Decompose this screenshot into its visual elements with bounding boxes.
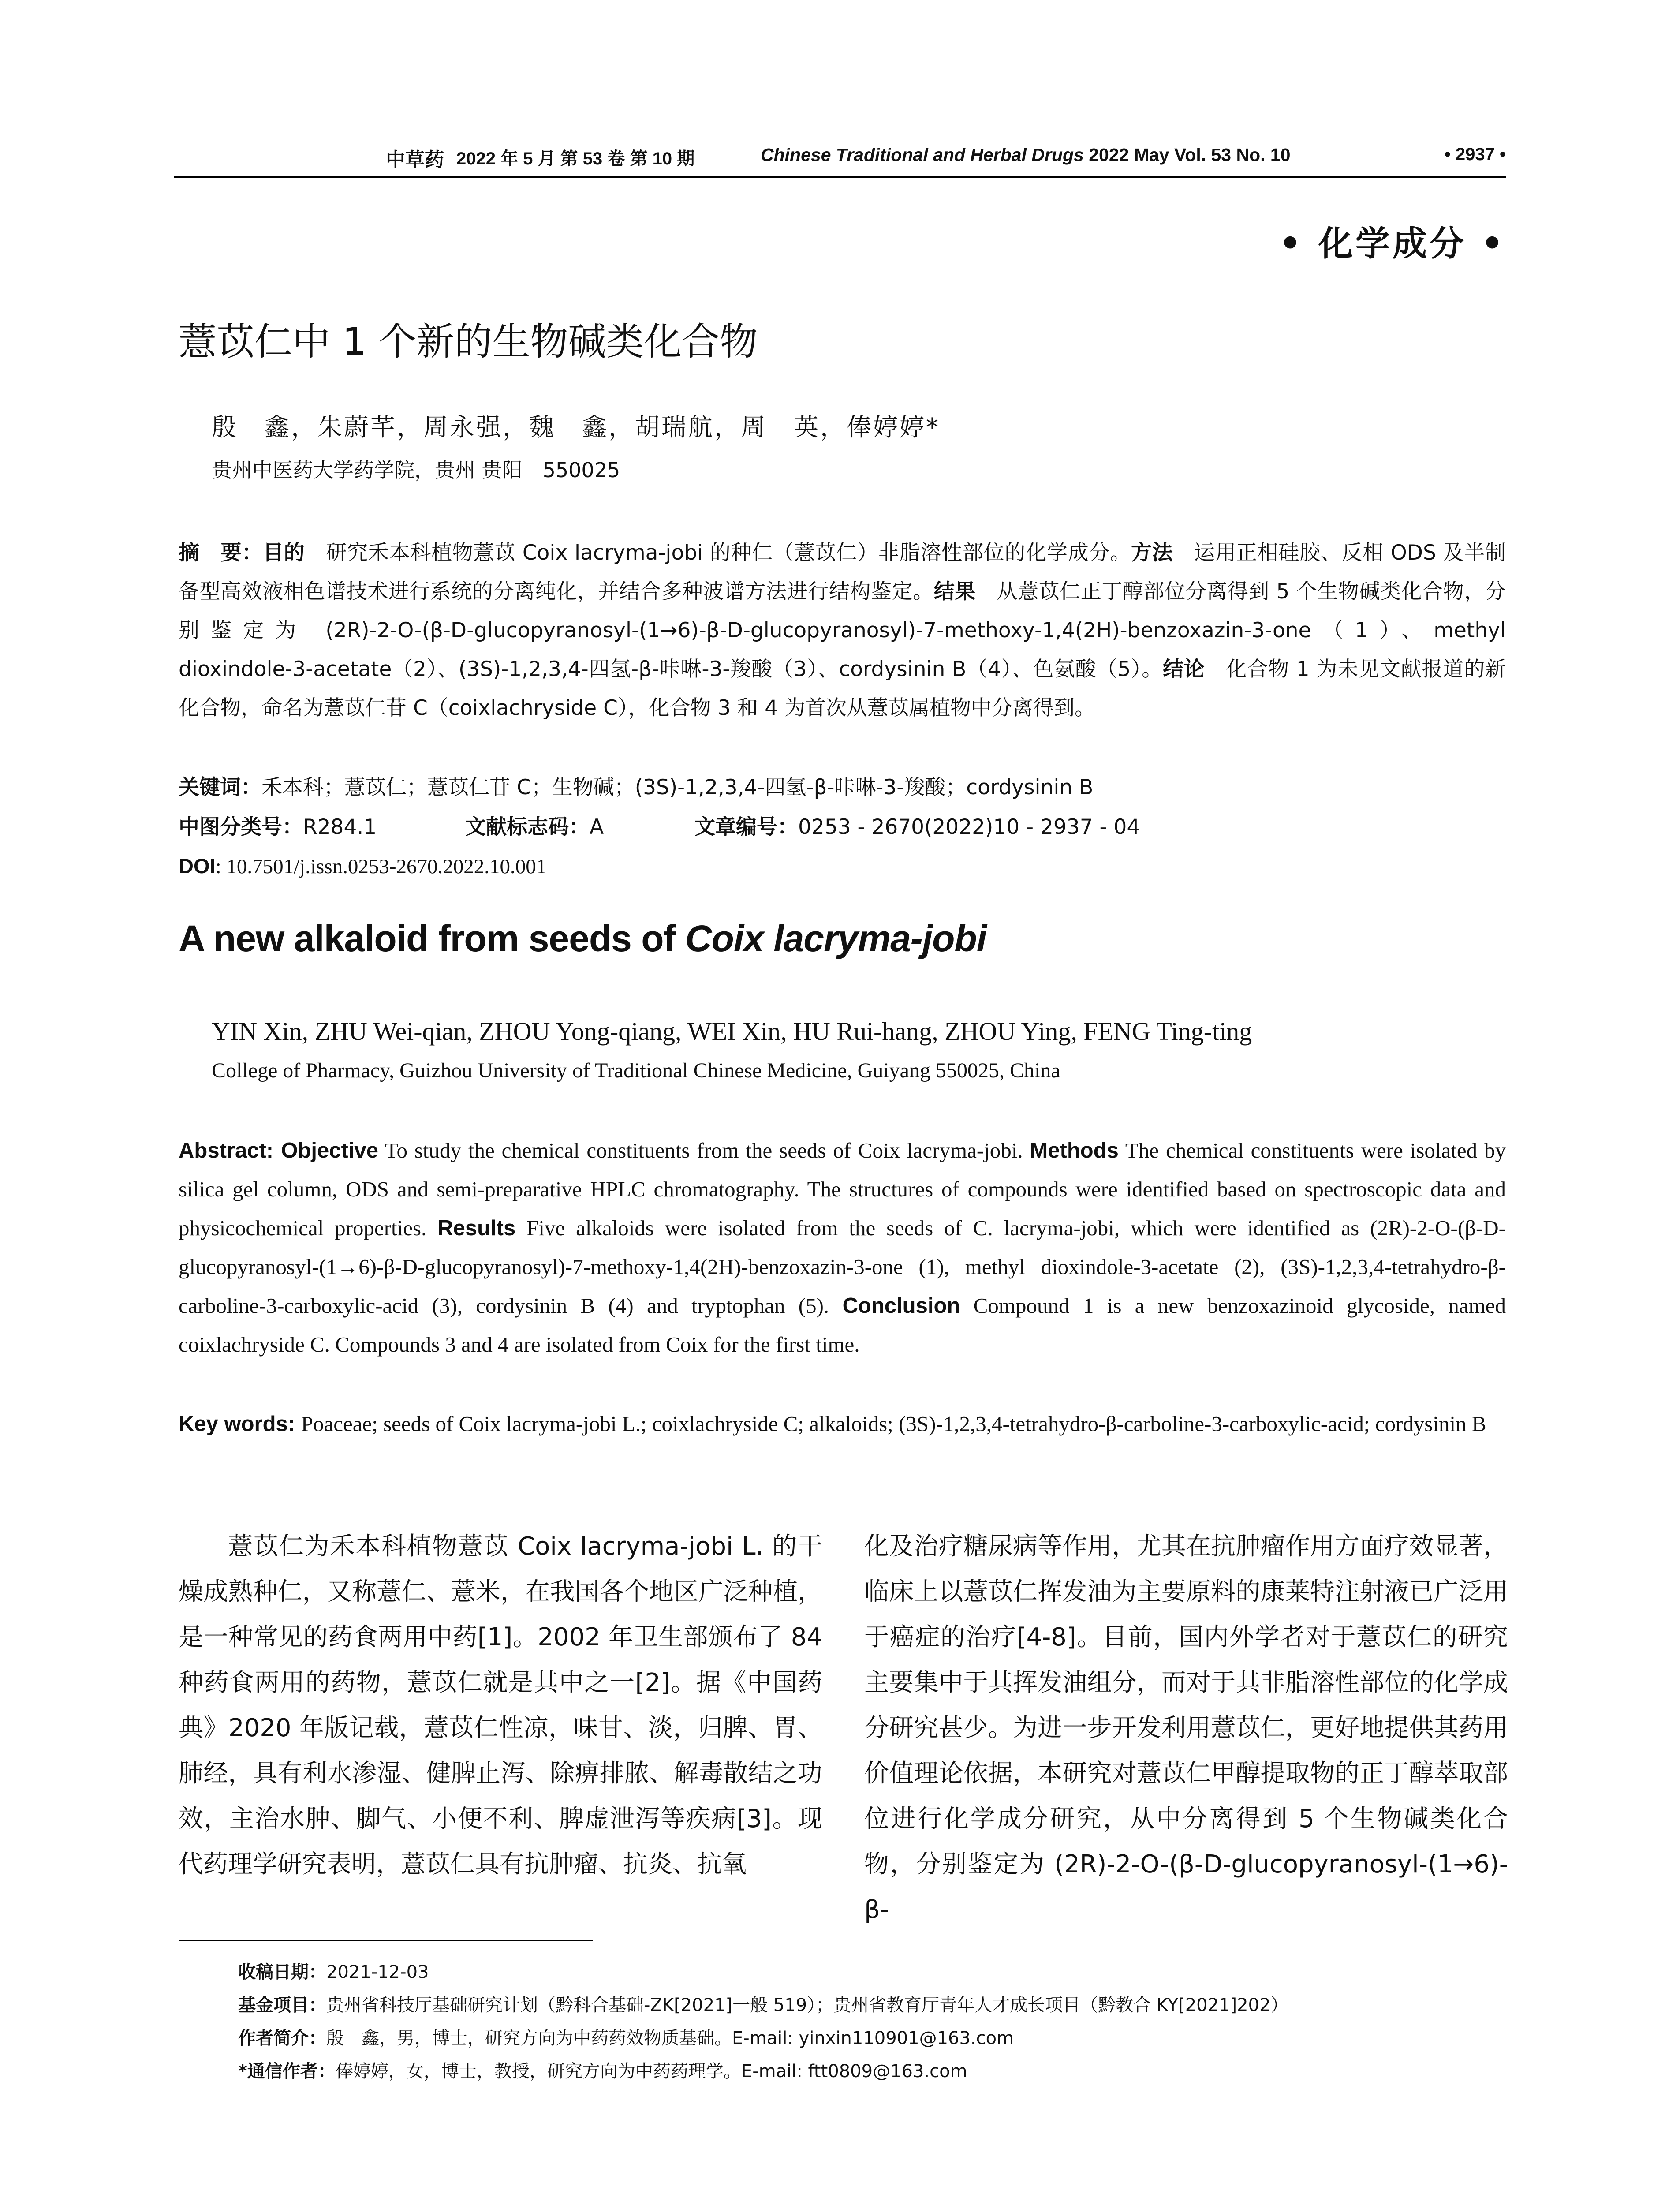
article-no-label: 文章编号： <box>694 815 798 839</box>
footnote-rule <box>179 1940 593 1941</box>
keywords-en-label: Key words: <box>179 1412 301 1436</box>
footnote-author <box>238 2024 1014 2049</box>
keywords-en <box>179 1405 1506 1443</box>
classification-line <box>179 808 1506 847</box>
abstract-en-label: Abstract: <box>179 1139 281 1162</box>
objective-label-en: Objective <box>281 1139 378 1162</box>
footnote-received <box>238 1958 429 1983</box>
methods-label-en: Methods <box>1030 1139 1119 1162</box>
doc-code-label: 文献标志码： <box>465 815 590 839</box>
section-label: • 化学成分 • <box>1279 224 1506 264</box>
article-no-value: 0253 - 2670(2022)10 - 2937 - 04 <box>798 815 1140 839</box>
body-column-right: 化及治疗糖尿病等作用，尤其在抗肿瘤作用方面疗效显著，临床上以薏苡仁挥发油为主要原料的康莱特注射液已广泛用于癌症的治疗[4-8]。目前，国内外学者对于薏苡仁的研究主要集中于其挥发油组分，而对于其非脂溶性部位的化学成分研究甚少。为进一步开发利用薏苡仁，更好地提供其药用价值理论依据，本研究对薏苡仁甲醇提取物的正丁醇萃取部位进行化学成分研究，从中分离得到 5 个生物碱类化合物，分别鉴定为 (2R)-2-O-(β-D-glucopyranosyl-(1→6)-β- <box>864 1532 1508 1924</box>
results-text-cn: 从薏苡仁正丁醇部位分离得到 5 个生物碱类化合物，分别鉴定为 (2R)-2-O-(β-D-glucopyranosyl-(1→6)-β-D-glucopyranosyl)-7-methoxy-1,4(2H)-benzoxazin-3-one（1）、methyl dioxindole-3-acetate（2）、(3S)-1,2,3,4-四氢-β-咔啉-3-羧酸（3）、cordysinin B（4）、色氨酸（5）。 <box>179 579 1506 681</box>
fund-value: 贵州省科技厅基础研究计划（黔科合基础-ZK[2021]一般 519）；贵州省教育厅青年人才成长项目（黔教合 KY[2021]202） <box>326 1995 1288 2015</box>
keywords-cn-text: 禾本科；薏苡仁；薏苡仁苷 C；生物碱；(3S)-1,2,3,4-四氢-β-咔啉-3-羧酸；cordysinin B <box>261 775 1094 800</box>
issue-info-cn: 2022 年 5 月 第 53 卷 第 10 期 <box>456 149 695 168</box>
keywords-cn-label: 关键词： <box>179 775 261 800</box>
fund-label: 基金项目： <box>238 1995 326 2015</box>
clc-label: 中图分类号： <box>179 815 303 839</box>
corresponding-value: 俸婷婷，女，博士，教授，研究方向为中药药理学。E-mail: ftt0809@163.com <box>335 2061 967 2082</box>
results-text-en: Five alkaloids were isolated from the seeds of C. lacryma-jobi, which were identified as (2R)-2-O-(β-D-glucopyranosyl-(1→6)-β-D-glucopyranosyl)-7-methoxy-1,4(2H)-benzoxazin-3-one (1), methyl dioxindole-3-acetate (2), (3S)-1,2,3,4-tetrahydro-β-carboline-3-carboxylic-acid (3), cordysinin B (4) and tryptophan (5). <box>179 1216 1506 1318</box>
title-en <box>179 917 986 960</box>
body-column-left: 薏苡仁为禾本科植物薏苡 Coix lacryma-jobi L. 的干燥成熟种仁，又称薏仁、薏米，在我国各个地区广泛种植，是一种常见的药食两用中药[1]。2002 年卫生部颁布了 84 种药食两用的药物，薏苡仁就是其中之一[2]。据《中国药典》2020 年版记载，薏苡仁性凉，味甘、淡，归脾、胃、肺经，具有利水渗湿、健脾止泻、除痹排脓、解毒散结之功效，主治水肿、脚气、小便不利、脾虚泄泻等疾病[3]。现代药理学研究表明，薏苡仁具有抗肿瘤、抗炎、抗氧 <box>179 1532 822 1879</box>
doc-group <box>465 808 694 847</box>
doc-code-value: A <box>590 815 604 839</box>
article-group <box>694 808 1140 847</box>
footnote-corresponding <box>238 2057 967 2082</box>
results-label-cn: 结果 <box>933 579 976 604</box>
journal-name-en <box>761 145 1291 165</box>
keywords-cn <box>179 768 1506 807</box>
results-label-en: Results <box>437 1216 516 1240</box>
conclusion-text-en: Compound 1 is a new benzoxazinoid glycoside, named coixlachryside C. Compounds 3 and 4 are isolated from Coix for the first time. <box>179 1293 1506 1357</box>
issue-info-en: 2022 May Vol. 53 No. 10 <box>1083 145 1291 165</box>
conclusion-text-cn: 化合物 1 为未见文献报道的新化合物，命名为薏苡仁苷 C（coixlachryside C），化合物 3 和 4 为首次从薏苡属植物中分离得到。 <box>179 657 1506 720</box>
title-en-species: Coix lacryma-jobi <box>685 918 987 959</box>
received-value: 2021-12-03 <box>326 1962 429 1982</box>
received-label: 收稿日期： <box>238 1962 326 1982</box>
authors-cn: 殷 鑫，朱蔚芊，周永强，魏 鑫，胡瑞航，周 英，俸婷婷* <box>212 413 940 442</box>
header-rule <box>174 176 1506 178</box>
objective-text-cn: 研究禾本科植物薏苡 Coix lacryma-jobi 的种仁（薏苡仁）非脂溶性部位的化学成分。 <box>305 541 1131 565</box>
title-cn: 薏苡仁中 1 个新的生物碱类化合物 <box>179 320 758 364</box>
title-en-main: A new alkaloid from seeds of <box>179 918 685 959</box>
journal-name-cn: 中草药 <box>386 149 444 171</box>
affiliation-cn: 贵州中医药大学药学院，贵州 贵阳 550025 <box>212 458 620 482</box>
corresponding-label: *通信作者： <box>238 2061 336 2082</box>
doi-line <box>179 847 1506 886</box>
abstract-en <box>179 1131 1506 1364</box>
conclusion-label-en: Conclusion <box>842 1294 960 1318</box>
author-label: 作者简介： <box>238 2028 326 2048</box>
running-header <box>174 144 1506 170</box>
clc-value: R284.1 <box>303 815 377 839</box>
clc-group <box>179 808 465 847</box>
doi-label: DOI <box>179 854 216 878</box>
methods-text-cn: 运用正相硅胶、反相 ODS 及半制备型高效液相色谱技术进行系统的分离纯化，并结合多种波谱方法进行结构鉴定。 <box>179 541 1506 604</box>
journal-en-name: Chinese Traditional and Herbal Drugs <box>761 145 1084 165</box>
footnote-fund <box>238 1991 1288 2016</box>
conclusion-label-cn: 结论 <box>1163 657 1205 681</box>
author-value: 殷 鑫，男，博士，研究方向为中药药效物质基础。E-mail: yinxin110901@163.com <box>326 2028 1014 2048</box>
methods-text-en: The chemical constituents were isolated by silica gel column, ODS and semi-preparative HPLC chromatography. The structures of compounds were identified based on spectroscopic data and physicochemical properties. <box>179 1138 1506 1240</box>
affiliation-en: College of Pharmacy, Guizhou University of Traditional Chinese Medicine, Guiyang 550025, China <box>212 1059 1060 1082</box>
authors-en: YIN Xin, ZHU Wei-qian, ZHOU Yong-qiang, WEI Xin, HU Rui-hang, ZHOU Ying, FENG Ting-ting <box>212 1017 1252 1046</box>
page-number: • 2937 • <box>1444 145 1506 164</box>
methods-label-cn: 方法 <box>1131 541 1173 565</box>
abstract-cn-label: 摘 要： <box>179 541 263 565</box>
abstract-cn <box>179 534 1506 728</box>
doi-value: : 10.7501/j.issn.0253-2670.2022.10.001 <box>215 855 547 878</box>
keywords-en-text: Poaceae; seeds of Coix lacryma-jobi L.; coixlachryside C; alkaloids; (3S)-1,2,3,4-tetrahydro-β-carboline-3-carboxylic-acid; cordysinin B <box>301 1412 1486 1436</box>
objective-text-en: To study the chemical constituents from the seeds of Coix lacryma-jobi. <box>378 1138 1030 1162</box>
objective-label-cn: 目的 <box>263 541 305 565</box>
